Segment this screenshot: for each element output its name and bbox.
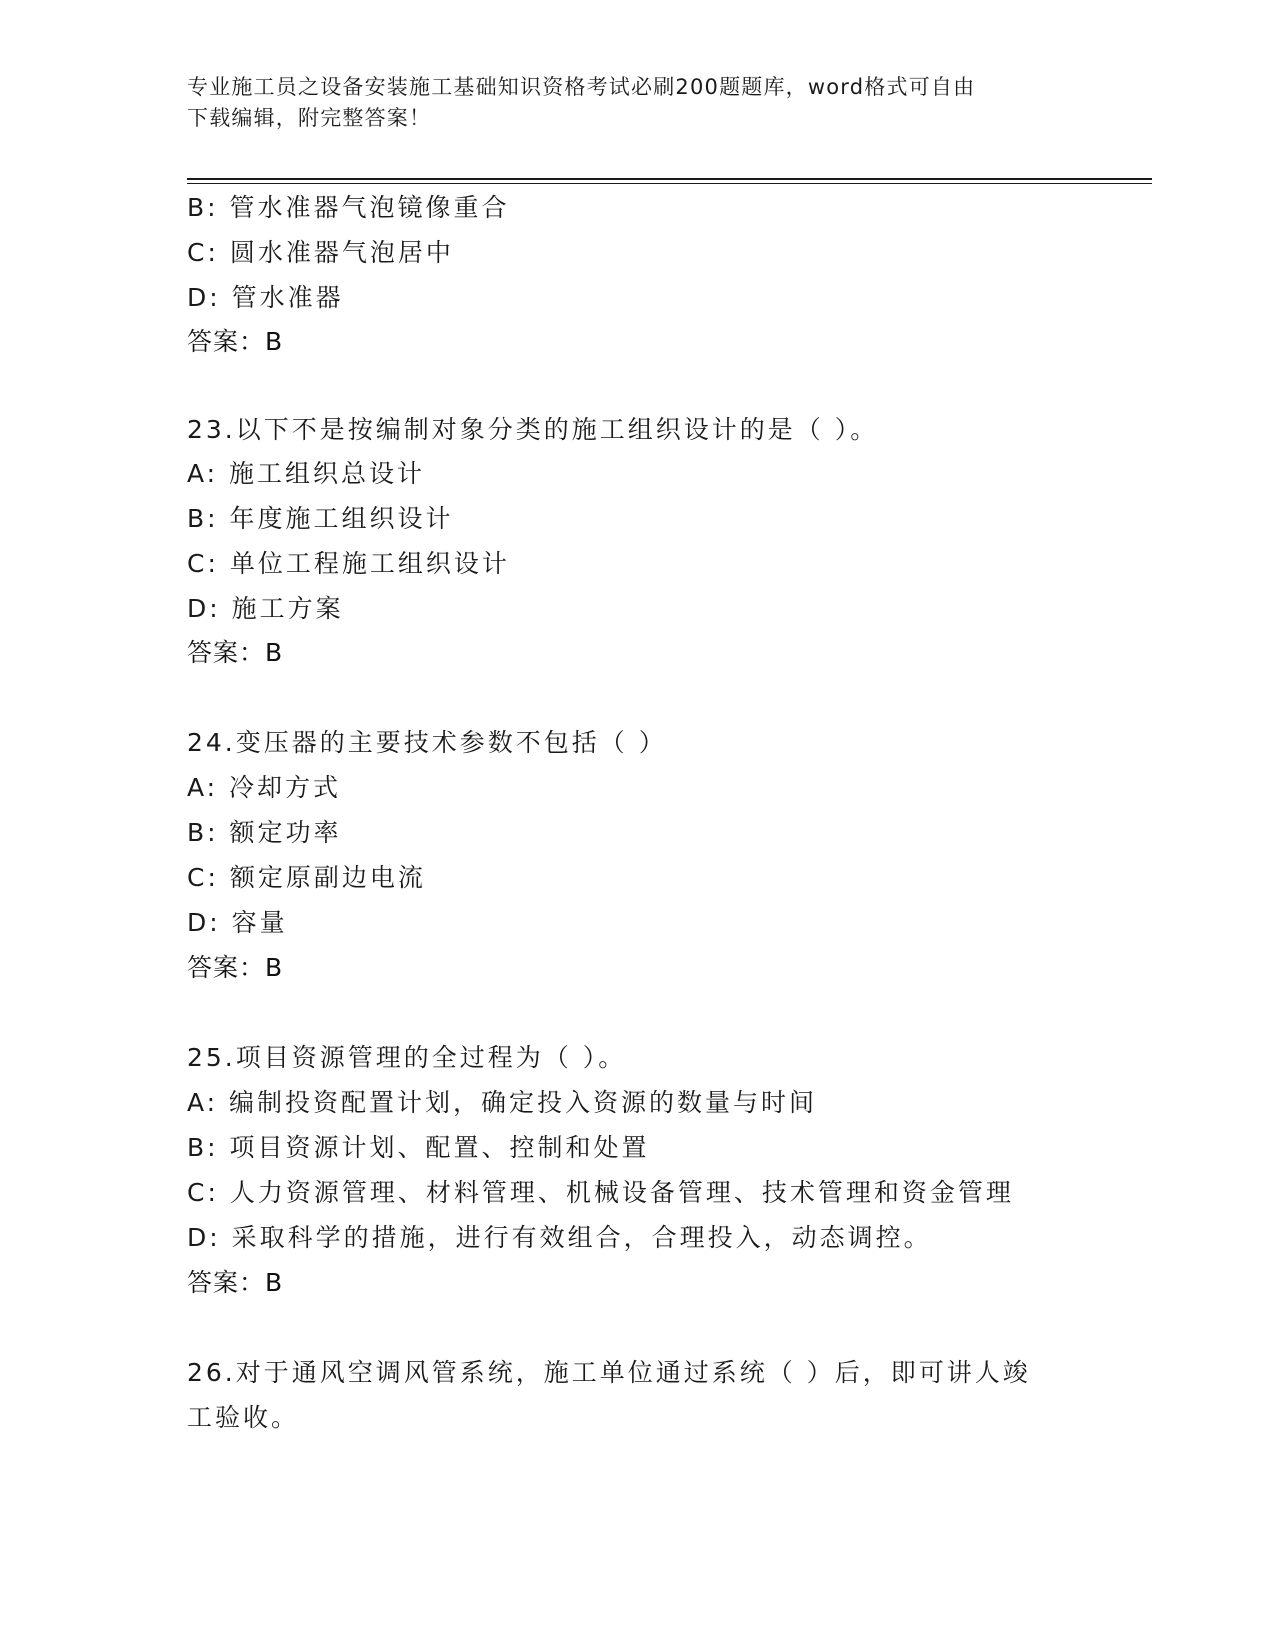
q23-option-c: C: 单位工程施工组织设计	[187, 549, 510, 578]
q24-option-a: A: 冷却方式	[187, 773, 342, 802]
q23-option-b: B: 年度施工组织设计	[187, 504, 454, 533]
document-header	[187, 72, 1067, 134]
q25-option-c: C: 人力资源管理、材料管理、机械设备管理、技术管理和资金管理	[187, 1178, 1014, 1207]
header-title-line1: 专业施工员之设备安装施工基础知识资格考试必刷200题题库，word格式可自由	[187, 75, 976, 99]
option-c: C: 圆水准器气泡居中	[187, 238, 454, 267]
question-26-line1: 26.对于通风空调风管系统，施工单位通过系统（ ）后，即可讲人竣	[187, 1358, 1031, 1387]
q25-option-a: A: 编制投资配置计划，确定投入资源的数量与时间	[187, 1088, 818, 1117]
q23-option-d: D: 施工方案	[187, 594, 344, 623]
q23-answer: 答案：B	[187, 638, 284, 667]
question-25: 25.项目资源管理的全过程为（ ）。	[187, 1043, 627, 1072]
question-23: 23.以下不是按编制对象分类的施工组织设计的是（ ）。	[187, 415, 879, 444]
q24-option-c: C: 额定原副边电流	[187, 863, 426, 892]
header-divider-thick	[187, 178, 1152, 180]
question-26-line2: 工验收。	[187, 1403, 300, 1432]
option-b: B: 管水准器气泡镜像重合	[187, 193, 510, 222]
q24-option-d: D: 容量	[187, 908, 288, 937]
q24-answer: 答案：B	[187, 953, 284, 982]
q25-option-d: D: 采取科学的措施，进行有效组合，合理投入，动态调控。	[187, 1223, 932, 1252]
q25-option-b: B: 项目资源计划、配置、控制和处置	[187, 1133, 650, 1162]
q23-option-a: A: 施工组织总设计	[187, 459, 426, 488]
q25-answer: 答案：B	[187, 1268, 284, 1297]
option-d: D: 管水准器	[187, 283, 344, 312]
header-divider-thin	[187, 183, 1152, 184]
question-24: 24.变压器的主要技术参数不包括（ ）	[187, 728, 667, 757]
header-title-line2: 下载编辑，附完整答案！	[187, 106, 432, 130]
answer-label: 答案：B	[187, 327, 284, 356]
q24-option-b: B: 额定功率	[187, 818, 342, 847]
